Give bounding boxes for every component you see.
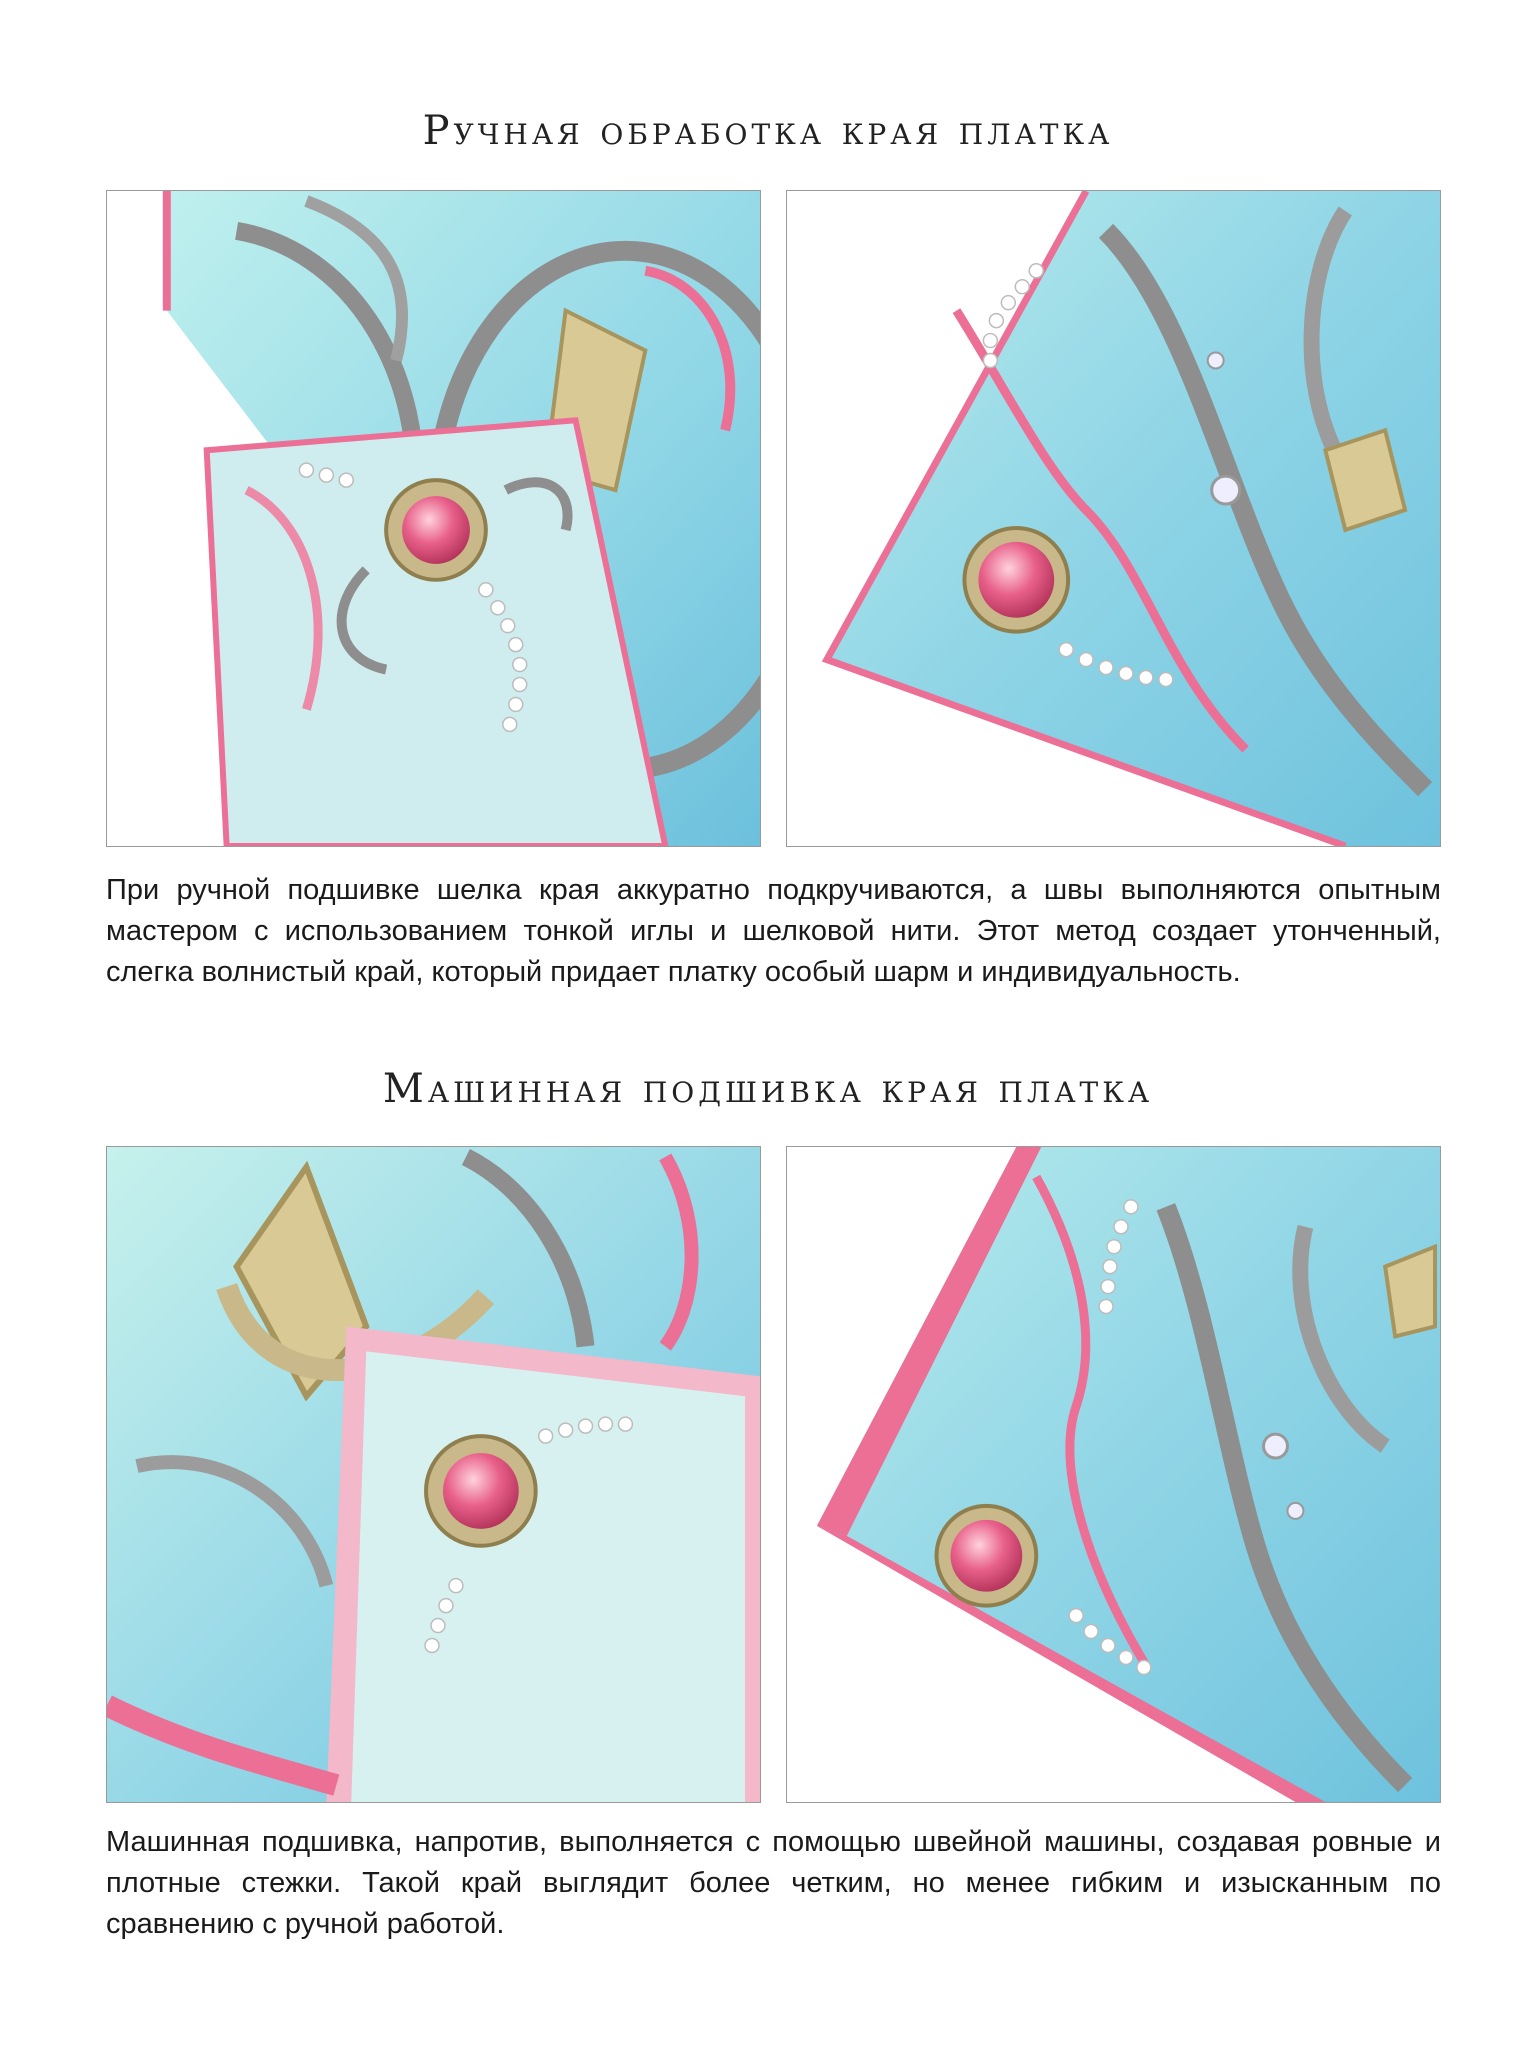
photo-machine-hem-flat-corner: [786, 1146, 1441, 1803]
section-title-hand-hem: Ручная обработка края платка: [422, 108, 1114, 154]
paragraph-machine-hem: Машинная подшивка, напротив, выполняется с помощью швейной машины, создавая ровные и плотные стежки. Такой край выглядит более четким, но менее гибким и изысканным по сравнению с ручной работой.: [106, 1826, 1441, 1940]
photo-hand-hem-flat-corner: [786, 190, 1441, 847]
paragraph-hand-hem: При ручной подшивке шелка края аккуратно подкручиваются, а швы выполняются опытным мастером с использованием тонкой иглы и шелковой нити. Этот метод создает утонченный, слегка волнистый край, который придает платку особый шарм и индивидуальность.: [106, 874, 1441, 988]
photo-machine-hem-folded-corner: [106, 1146, 761, 1803]
section-title-machine-hem: Машинная подшивка края платка: [382, 1066, 1154, 1112]
photo-hand-hem-folded-corner: [106, 190, 761, 847]
